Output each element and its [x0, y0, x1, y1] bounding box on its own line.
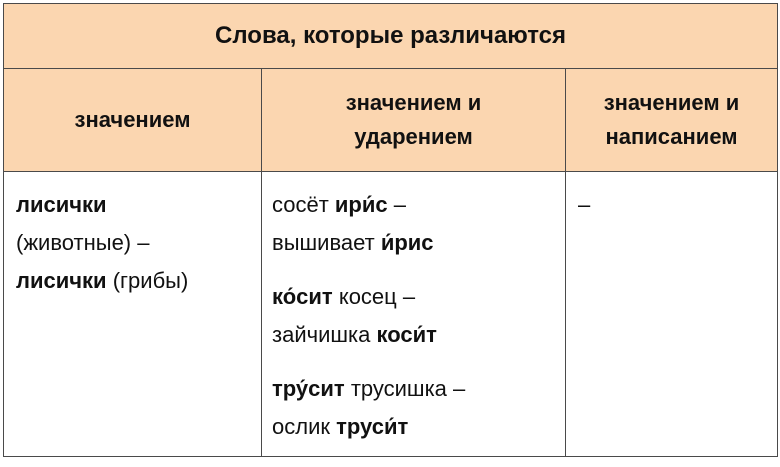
example-word: коси́т [376, 322, 437, 347]
example-note: (грибы) [112, 268, 189, 293]
example-word: лисички [16, 192, 107, 217]
example-text: сосёт [272, 192, 335, 217]
cell-meaning-spelling-examples [566, 172, 778, 457]
example-word: и́рис [380, 230, 434, 255]
word-table-container [3, 3, 777, 459]
header-meaning-spelling [566, 69, 778, 172]
word-table [3, 3, 778, 457]
cell-meaning-stress-examples [262, 172, 566, 457]
example-word: труси́т [336, 414, 409, 439]
example-text: косец – [332, 284, 416, 309]
example-note: (животные) – [16, 230, 150, 255]
empty-dash: – [578, 192, 591, 217]
example-text: – [387, 192, 406, 217]
example-word: ко́сит [272, 284, 333, 309]
example-word: тру́сит [272, 376, 345, 401]
example-lisichki [16, 186, 251, 300]
header-meaning-spelling-text: значением и написанием [603, 90, 740, 149]
example-kosit [272, 278, 555, 354]
table-title: Слова, которые различаются [4, 4, 778, 69]
example-word: ири́с [334, 192, 388, 217]
example-word: лисички [16, 268, 107, 293]
header-meaning-stress [262, 69, 566, 172]
example-text: трусишка – [344, 376, 466, 401]
example-text: ослик [272, 414, 337, 439]
header-meaning: значением [4, 69, 262, 172]
header-meaning-stress-text: значением и ударением [345, 90, 482, 149]
example-text: зайчишка [272, 322, 377, 347]
cell-meaning-examples [4, 172, 262, 457]
example-iris [272, 186, 555, 262]
example-text: вышивает [272, 230, 381, 255]
example-trusit [272, 370, 555, 446]
